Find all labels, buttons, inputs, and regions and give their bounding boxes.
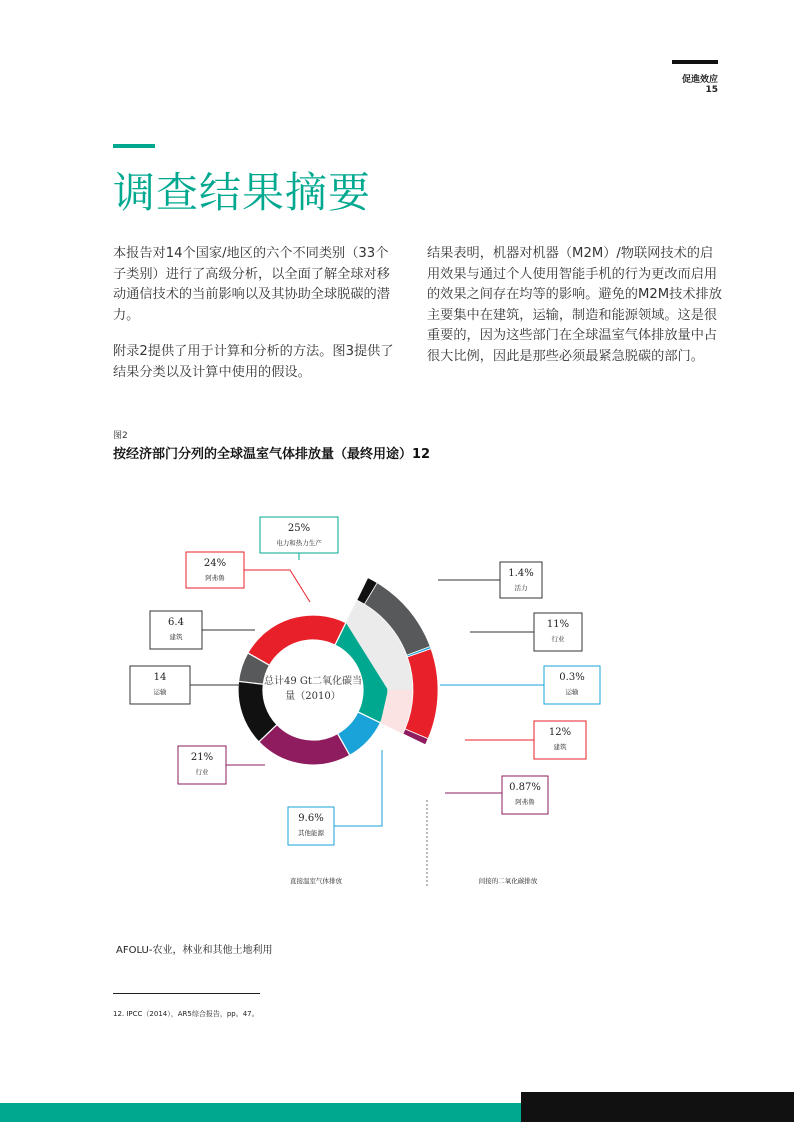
callout-value: 6.4 — [168, 617, 184, 628]
center-text-line-1: 总计49 Gt二氧化碳当 — [264, 676, 362, 687]
header-section-label: 促進效应 — [681, 75, 718, 85]
callout-label: 阿弗鲁 — [205, 574, 225, 582]
callout-value: 21% — [190, 752, 214, 763]
callout-label: 运输 — [565, 688, 579, 696]
callout-value: 24% — [203, 558, 227, 569]
direct-segment — [248, 615, 346, 665]
left-column — [113, 244, 400, 399]
direct-segment — [259, 725, 350, 765]
callout-label: 运输 — [153, 688, 167, 696]
callout-value: 0.87% — [509, 782, 541, 793]
figure-title: 按经济部门分列的全球温室气体排放量（最终用途）12 — [113, 447, 431, 462]
header-rule — [672, 60, 718, 64]
title-accent-rule — [113, 144, 155, 148]
afolu-note: AFOLU-农业，林业和其他土地利用 — [116, 945, 273, 956]
callout-value: 1.4% — [508, 568, 534, 579]
page-title: 调查结果摘要 — [113, 168, 372, 217]
emissions-chart — [0, 490, 794, 900]
callout-value: 9.6% — [298, 813, 324, 824]
callout-leader — [334, 750, 382, 826]
callout-label: 其他能源 — [298, 829, 324, 837]
callout-label: 行业 — [195, 768, 209, 776]
callout-label: 阿弗鲁 — [515, 798, 535, 806]
callout-value: 14 — [153, 672, 167, 683]
callout-label: 建筑 — [553, 743, 567, 751]
callout-label: 活力 — [514, 584, 528, 592]
callout-value: 0.3% — [559, 672, 585, 683]
footnote-rule — [113, 993, 260, 994]
footer-black-band — [521, 1092, 794, 1122]
callout-value: 25% — [287, 523, 311, 534]
callout-value: 12% — [548, 727, 572, 738]
page-number: 15 — [705, 85, 718, 95]
figure-label: 图2 — [113, 431, 128, 441]
direct-caption: 直接温室气体排放 — [290, 877, 342, 885]
paragraph: 结果表明，机器对机器（M2M）/物联网技术的启用效果与通过个人使用智能手机的行为更改而启用的效果之间存在均等的影响。避免的M2M技术排放主要集中在建筑，运输，制造和能源领域。这是很重要的，因为这些部门在全球温室气体排放量中占很大比例，因此是那些必须最紧急脱碳的部门。 — [427, 246, 722, 364]
center-text-line-2: 量（2010） — [285, 691, 341, 702]
right-column — [427, 244, 723, 383]
callout-value: 11% — [546, 619, 570, 630]
callout-label: 建筑 — [169, 633, 183, 641]
paragraph: 附录2提供了用于计算和分析的方法。图3提供了结果分类以及计算中使用的假设。 — [113, 344, 394, 380]
callout-label: 电力和热力生产 — [276, 539, 322, 547]
callout-leader — [244, 570, 310, 602]
paragraph: 本报告对14个国家/地区的六个不同类别（33个子类别）进行了高级分析，以全面了解全球对移动通信技术的当前影响以及其协助全球脱碳的潜力。 — [113, 246, 390, 323]
indirect-caption: 间接的二氧化碳排放 — [478, 877, 538, 885]
callout-label: 行业 — [551, 635, 565, 643]
footnote: 12. IPCC（2014），AR5综合报告，pp。47。 — [113, 1010, 259, 1018]
